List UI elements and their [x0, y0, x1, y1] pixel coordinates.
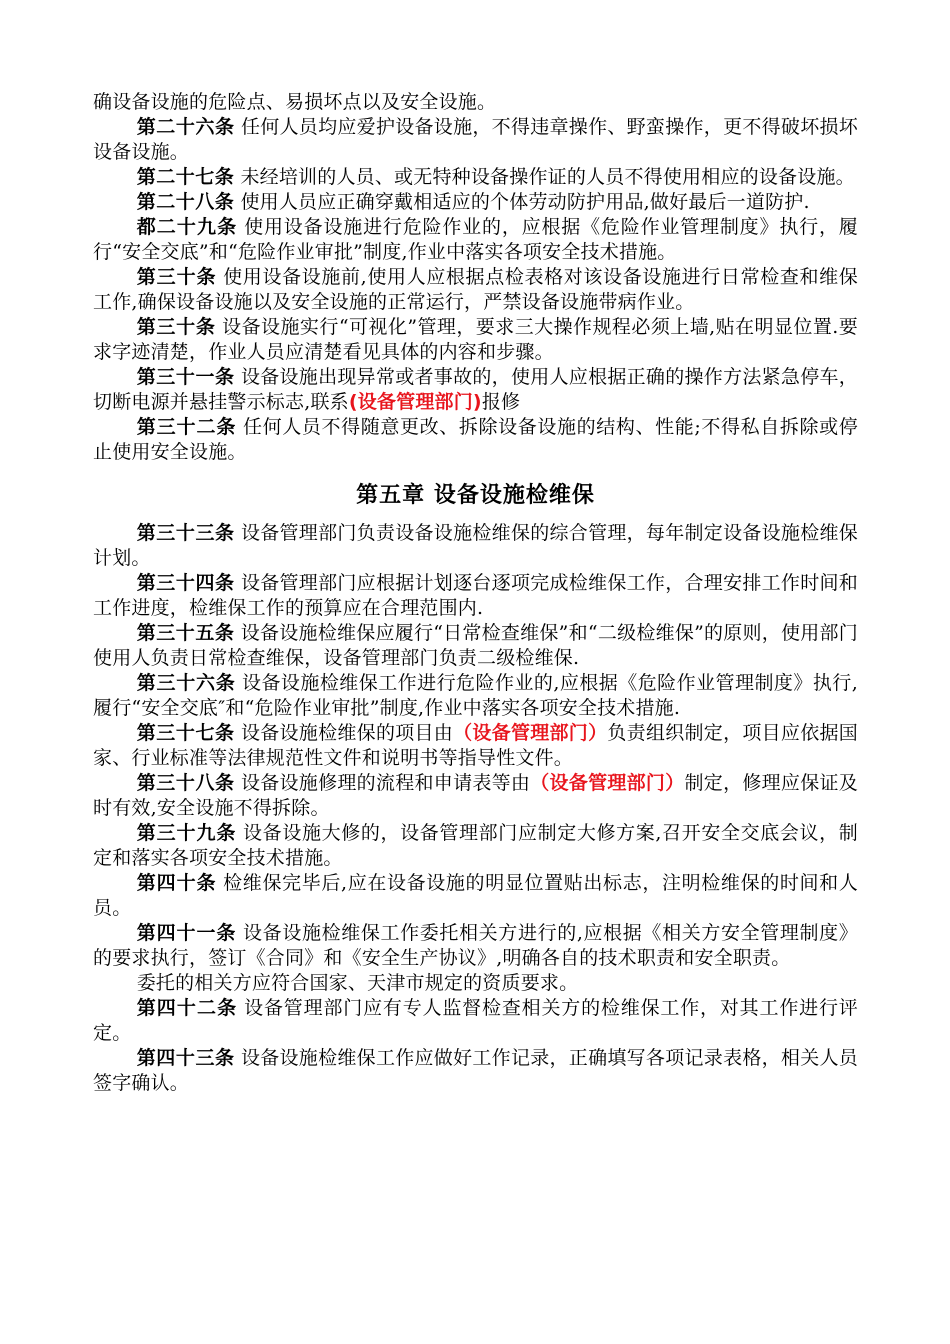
- article-paragraph: [93, 521, 858, 571]
- article-text: 设备设施检维保工作委托相关方进行的,应根据《相关方安全管理制度》的要求执行，签订《合同》和《安全生产协议》,明确各自的技术职责和安全职责。: [93, 922, 858, 969]
- article-text: 使用设备设施进行危险作业的，应根据《危险作业管理制度》执行，履行“安全交底”和“危险作业审批”制度,作业中落实各项安全技术措施。: [93, 216, 858, 263]
- article-paragraph: [93, 215, 858, 265]
- article-text: 确设备设施的危险点、易损坏点以及安全设施。: [93, 91, 497, 113]
- department-highlight: （设备管理部门）: [453, 722, 608, 744]
- section-chapter-five: [93, 521, 858, 1096]
- article-number: 第三十条: [136, 266, 217, 288]
- article-text: 任何人员均应爱护设备设施，不得违章操作、野蛮操作，更不得破坏损坏设备设施。: [93, 116, 858, 163]
- article-number: 第三十七条: [136, 722, 235, 744]
- article-text: 设备设施大修的，设备管理部门应制定大修方案,召开安全交底会议，制定和落实各项安全技术措施。: [93, 822, 858, 869]
- article-number: 第四十三条: [136, 1047, 235, 1069]
- article-text-continued: 报修: [481, 391, 521, 413]
- article-number: 第二十七条: [136, 166, 235, 188]
- article-paragraph: [93, 265, 858, 315]
- article-paragraph: [93, 921, 858, 971]
- article-text: 设备设施检维保应履行“日常检查维保”和“二级检维保”的原则，使用部门使用人负责日常检查维保，设备管理部门负责二级检维保.: [93, 622, 858, 669]
- article-number: 第三十三条: [136, 522, 235, 544]
- article-text: 委托的相关方应符合国家、天津市规定的资质要求。: [136, 972, 579, 994]
- article-paragraph: [93, 571, 858, 621]
- article-number: 第二十六条: [136, 116, 235, 138]
- article-paragraph: [93, 315, 858, 365]
- article-text: 设备设施出现异常或者事故的，使用人应根据正确的操作方法紧急停车，切断电源并悬挂警示标志,联系: [93, 366, 858, 413]
- article-paragraph: [93, 971, 858, 996]
- article-number: 第二十八条: [136, 191, 235, 213]
- article-text: 设备设施检维保工作进行危险作业的,应根据《危险作业管理制度》执行,履行“安全交底″和“危险作业审批”制度,作业中落实各项安全技术措施.: [93, 672, 858, 719]
- article-text: 使用人员应正确穿戴相适应的个体劳动防护用品,做好最后一道防护.: [234, 191, 810, 213]
- article-text: 设备管理部门应根据计划逐台逐项完成检维保工作，合理安排工作时间和工作进度，检维保工作的预算应在合理范围内.: [93, 572, 858, 619]
- article-number: 第三十条: [136, 316, 216, 338]
- article-number: 第三十一条: [136, 366, 235, 388]
- department-highlight: (设备管理部门): [348, 391, 482, 413]
- article-text: 任何人员不得随意更改、拆除设备设施的结构、性能;不得私自拆除或停止使用安全设施。: [93, 416, 858, 463]
- department-highlight: （设备管理部门）: [530, 772, 685, 794]
- article-paragraph: [93, 671, 858, 721]
- article-paragraph: [93, 115, 858, 165]
- article-number: 第四十条: [136, 872, 217, 894]
- section-top: [93, 90, 858, 465]
- article-text: 设备设施修理的流程和申请表等由: [234, 772, 531, 794]
- article-number: 第三十六条: [136, 672, 236, 694]
- article-text: 设备设施实行“可视化”管理，要求三大操作规程必须上墙,贴在明显位置.要求字迹清楚，作业人员应清楚看见具体的内容和步骤。: [93, 316, 858, 363]
- article-number: 都二十九条: [136, 216, 238, 238]
- article-number: 第三十八条: [136, 772, 235, 794]
- article-paragraph: [93, 1046, 858, 1096]
- article-text: 检维保完毕后,应在设备设施的明显位置贴出标志，注明检维保的时间和人员。: [93, 872, 858, 919]
- article-text: 使用设备设施前,使用人应根据点检表格对该设备设施进行日常检查和维保工作,确保设备设施以及安全设施的正常运行，严禁设备设施带病作业。: [93, 266, 858, 313]
- article-number: 第三十二条: [136, 416, 237, 438]
- article-text: 设备管理部门应有专人监督检查相关方的检维保工作，对其工作进行评定。: [93, 997, 858, 1044]
- article-paragraph: [93, 165, 858, 190]
- article-paragraph: [93, 415, 858, 465]
- article-paragraph: [93, 871, 858, 921]
- chapter-title: 第五章 设备设施检维保: [356, 483, 595, 508]
- article-paragraph: [93, 721, 858, 771]
- article-number: 第三十五条: [136, 622, 235, 644]
- article-paragraph: [93, 365, 858, 415]
- article-paragraph: [93, 771, 858, 821]
- article-paragraph: [93, 996, 858, 1046]
- article-paragraph: [93, 190, 858, 215]
- article-text: 未经培训的人员、或无特种设备操作证的人员不得使用相应的设备设施。: [234, 166, 855, 188]
- article-number: 第四十一条: [136, 922, 237, 944]
- article-text-continued: 制定，修理应保证及时有效,安全设施不得拆除。: [93, 772, 858, 819]
- article-number: 第四十二条: [136, 997, 238, 1019]
- article-paragraph: [93, 90, 858, 115]
- article-text: 设备设施检维保工作应做好工作记录，正确填写各项记录表格，相关人员签字确认。: [93, 1047, 858, 1094]
- article-text-continued: 负责组织制定，项目应依据国家、行业标准等法律规范性文件和说明书等指导性文件。: [93, 722, 858, 769]
- article-number: 第三十九条: [136, 822, 237, 844]
- article-paragraph: [93, 821, 858, 871]
- article-number: 第三十四条: [136, 572, 235, 594]
- article-text: 设备管理部门负责设备设施检维保的综合管理，每年制定设备设施检维保计划。: [93, 522, 858, 569]
- article-text: 设备设施检维保的项目由: [234, 722, 454, 744]
- article-paragraph: [93, 621, 858, 671]
